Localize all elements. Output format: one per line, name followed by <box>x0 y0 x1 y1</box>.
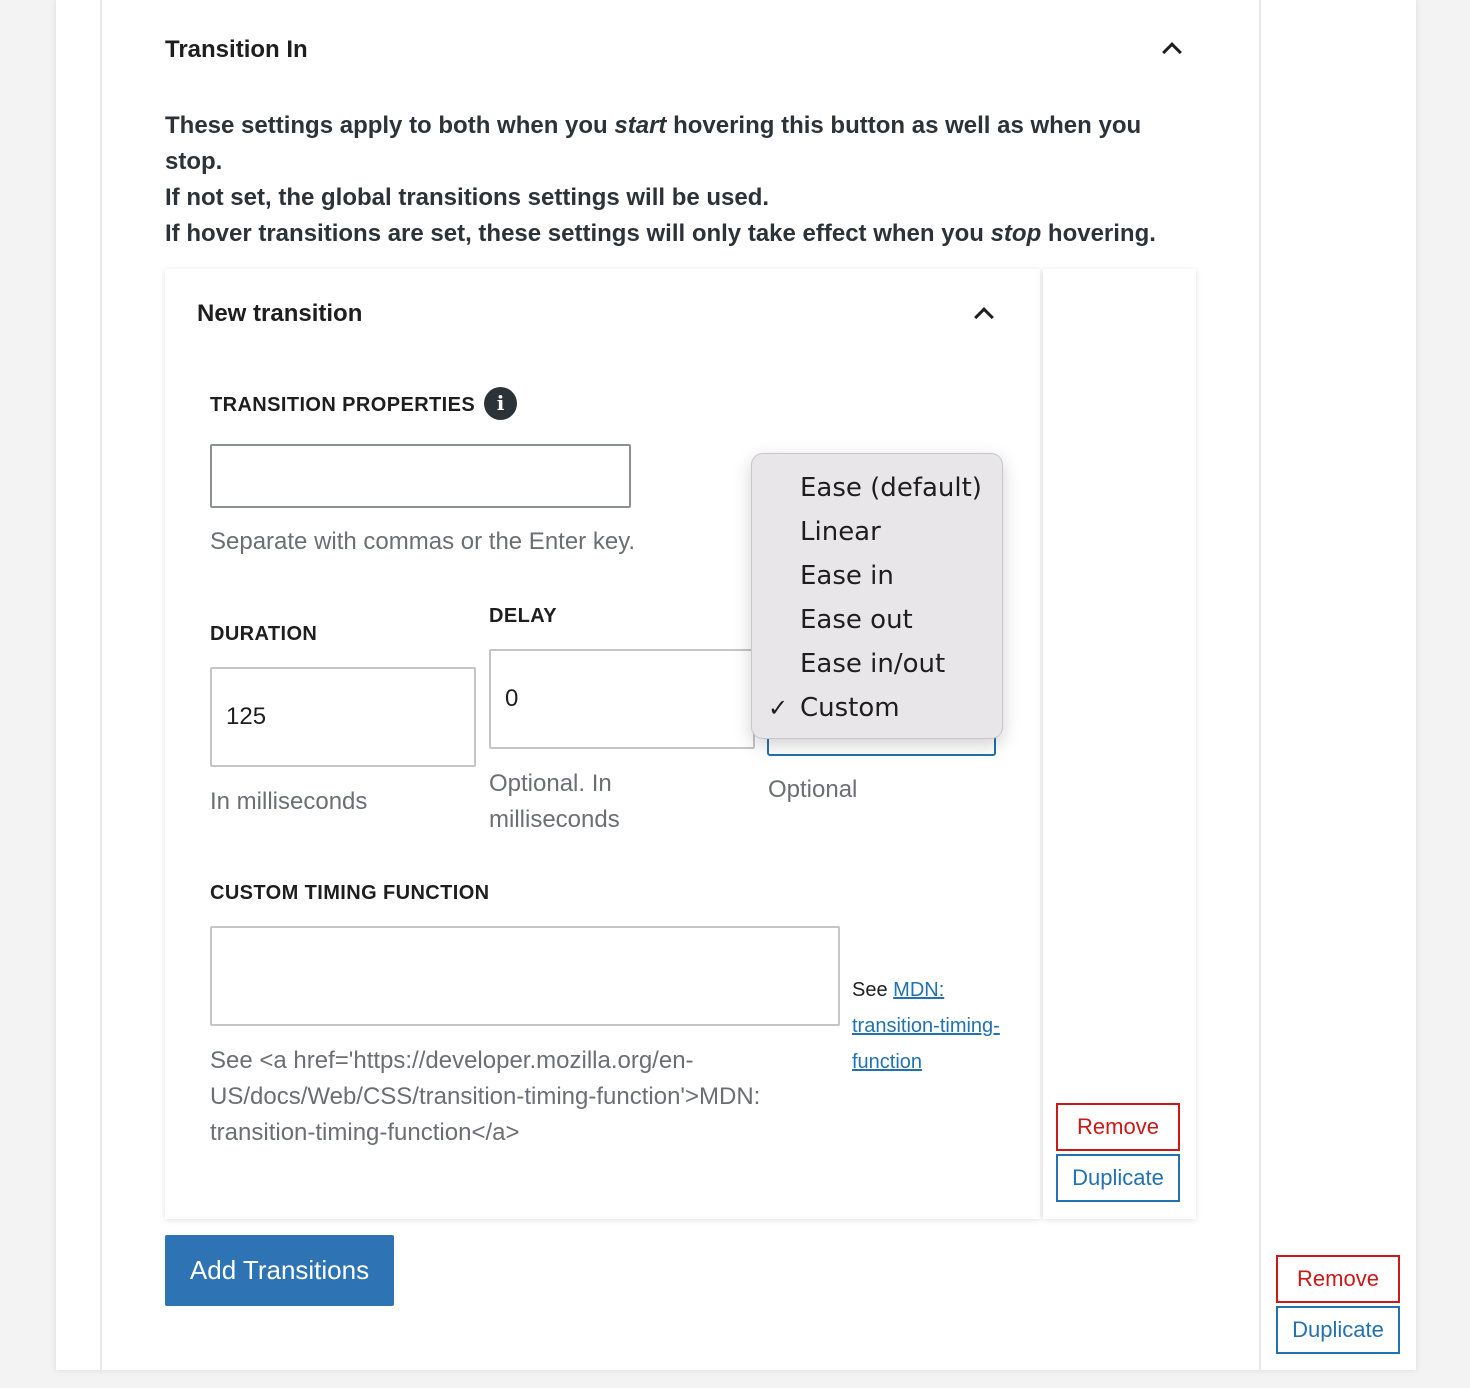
duplicate-section-button[interactable]: Duplicate <box>1276 1306 1400 1354</box>
duration-help: In milliseconds <box>210 788 368 815</box>
duration-label: DURATION <box>210 623 318 645</box>
properties-label: TRANSITION PROPERTIES <box>210 394 476 416</box>
remove-transition-button[interactable]: Remove <box>1056 1103 1180 1151</box>
checkmark-icon: ✓ <box>768 694 789 722</box>
custom-timing-input[interactable] <box>210 926 840 1026</box>
info-icon[interactable]: i <box>484 387 517 420</box>
duration-input[interactable] <box>210 667 476 767</box>
delay-input[interactable] <box>489 649 755 749</box>
transition-title: New transition <box>197 300 363 327</box>
option-ease-out[interactable]: Ease out <box>800 605 913 635</box>
mdn-link[interactable]: MDN: transition-timing-function <box>852 979 1000 1073</box>
section-description <box>165 108 1195 252</box>
timing-help: Optional <box>768 776 858 803</box>
option-custom[interactable]: ✓ Custom <box>752 686 1002 730</box>
option-linear[interactable]: Linear <box>800 517 881 547</box>
properties-help: Separate with commas or the Enter key. <box>210 528 636 555</box>
timing-function-dropdown <box>751 453 1003 739</box>
transition-actions-card <box>1043 269 1196 1219</box>
properties-input[interactable] <box>210 444 631 508</box>
remove-section-button[interactable]: Remove <box>1276 1255 1400 1303</box>
duplicate-transition-button[interactable]: Duplicate <box>1056 1154 1180 1202</box>
description-line-1: These settings apply to both when you start hovering this button as well as when you stop. <box>165 112 1142 175</box>
outer-divider-left <box>100 0 102 1370</box>
custom-timing-label: CUSTOM TIMING FUNCTION <box>210 882 490 904</box>
option-ease-in-out[interactable]: Ease in/out <box>800 649 946 679</box>
option-ease-in[interactable]: Ease in <box>800 561 894 591</box>
mdn-see-text: See <box>852 979 894 1001</box>
description-line-2: If not set, the global transitions settings will be used. <box>165 184 770 211</box>
mdn-reference <box>852 972 1002 1080</box>
section-title: Transition In <box>165 36 308 63</box>
description-line-3: If hover transitions are set, these settings will only take effect when you stop hovering. <box>165 220 1156 247</box>
delay-label: DELAY <box>489 605 557 627</box>
delay-help: Optional. In milliseconds <box>489 770 620 833</box>
custom-timing-help: See <a href='https://developer.mozilla.org/en-US/docs/Web/CSS/transition-timing-function'>MDN: transition-timing-function</a> <box>210 1047 761 1146</box>
option-ease-default[interactable]: Ease (default) <box>800 473 982 503</box>
add-transitions-button[interactable]: Add Transitions <box>165 1235 394 1306</box>
outer-divider-right <box>1259 0 1261 1370</box>
